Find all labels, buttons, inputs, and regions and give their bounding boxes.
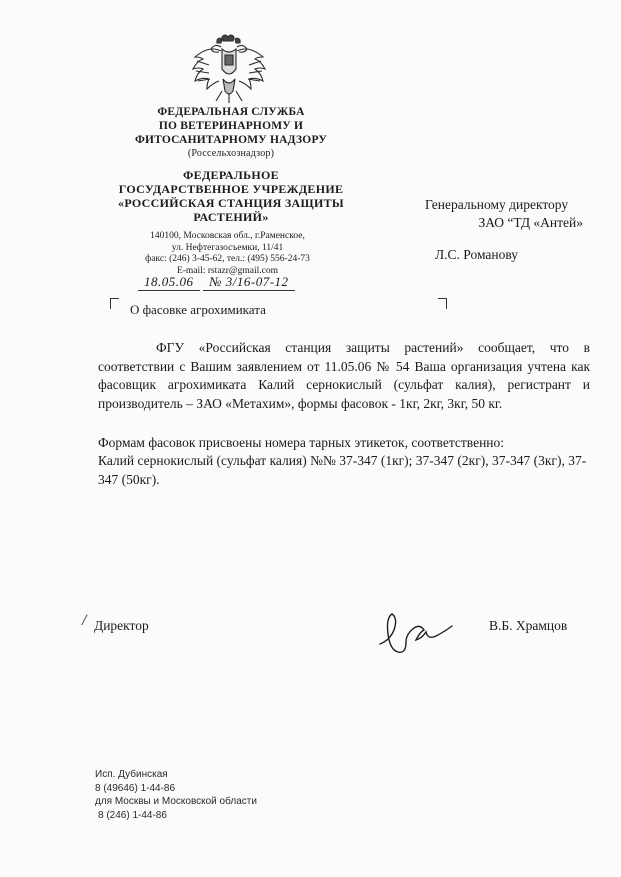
body-paragraph-1 xyxy=(98,339,590,413)
agency-header xyxy=(100,105,362,161)
executor-phone-region: 8 (246) 1-44-86 xyxy=(98,809,167,821)
institution-line-3: «РОССИЙСКАЯ СТАНЦИЯ ЗАЩИТЫ xyxy=(118,196,344,210)
address-line-2: ул. Нефтегазосъемки, 11/41 xyxy=(171,242,284,253)
executor-name: Исп. Дубинская xyxy=(95,769,168,780)
institution-line-1: ФЕДЕРАЛЬНОЕ xyxy=(183,168,279,182)
agency-line-1: ФЕДЕРАЛЬНАЯ СЛУЖБА xyxy=(157,106,305,118)
reference-date: 18.05.06 xyxy=(138,274,200,291)
addressee-block xyxy=(425,196,615,232)
agency-abbreviation: (Россельхознадзор) xyxy=(187,148,275,159)
institution-line-2: ГОСУДАРСТВЕННОЕ УЧРЕЖДЕНИЕ xyxy=(118,182,344,196)
reference-number: № 3/16-07-12 xyxy=(203,274,294,291)
agency-line-2: ПО ВЕТЕРИНАРНОМУ И xyxy=(158,120,304,132)
executor-region-note: для Москвы и Московской области xyxy=(95,796,257,807)
address-line-1: 140100, Московская обл., г.Раменское, xyxy=(150,231,305,241)
addressee-name: Л.С. Романову xyxy=(435,247,519,262)
executor-info xyxy=(95,768,257,822)
institution-line-4: РАСТЕНИЙ» xyxy=(193,210,269,224)
slash-mark-icon: / xyxy=(82,612,87,629)
signatory-name: В.Б. Храмцов xyxy=(489,618,568,633)
subject-corner-left xyxy=(110,298,119,309)
addressee-company: ЗАО “ТД «Антей» xyxy=(478,215,583,230)
executor-phone: 8 (49646) 1-44-86 xyxy=(95,782,176,794)
handwritten-signature-icon xyxy=(372,604,462,654)
body-paragraph-3: Калий сернокислый (сульфат калия) №№ 37-347 (1кг); 37-347 (2кг), 37-347 (3кг), 37-347 (50кг). xyxy=(98,453,587,487)
body-paragraph-1-text: ФГУ «Российская станция защиты растений» сообщает, что в соответствии с Вашим заявлением от 11.05.06 № 54 Ваша организация учтена как фасовщик агрохимиката Калий сернокислый (сульфат калия), регистрант и производитель – ЗАО «Метахим», формы фасовок - 1кг, 2кг, 3кг, 50 кг. xyxy=(98,340,590,411)
institution-header xyxy=(92,168,370,224)
address-line-3: факс: (246) 3-45-62, тел.: (495) 556-24-73 xyxy=(145,254,310,264)
sender-address xyxy=(115,231,340,277)
body-paragraph-2: Формам фасовок присвоены номера тарных этикеток, соответственно: xyxy=(98,435,505,450)
subject-corner-right xyxy=(438,298,447,309)
coat-of-arms-icon xyxy=(188,31,270,105)
subject-text: О фасовке агрохимиката xyxy=(130,302,266,317)
outgoing-reference xyxy=(138,274,295,291)
signature-block xyxy=(82,610,602,660)
signatory-title: Директор xyxy=(94,618,149,633)
addressee-position: Генеральному директору xyxy=(425,197,569,212)
agency-line-3: ФИТОСАНИТАРНОМУ НАДЗОРУ xyxy=(134,134,328,146)
address-line-4: E-mail: rstazr@gmail.com xyxy=(176,265,279,276)
